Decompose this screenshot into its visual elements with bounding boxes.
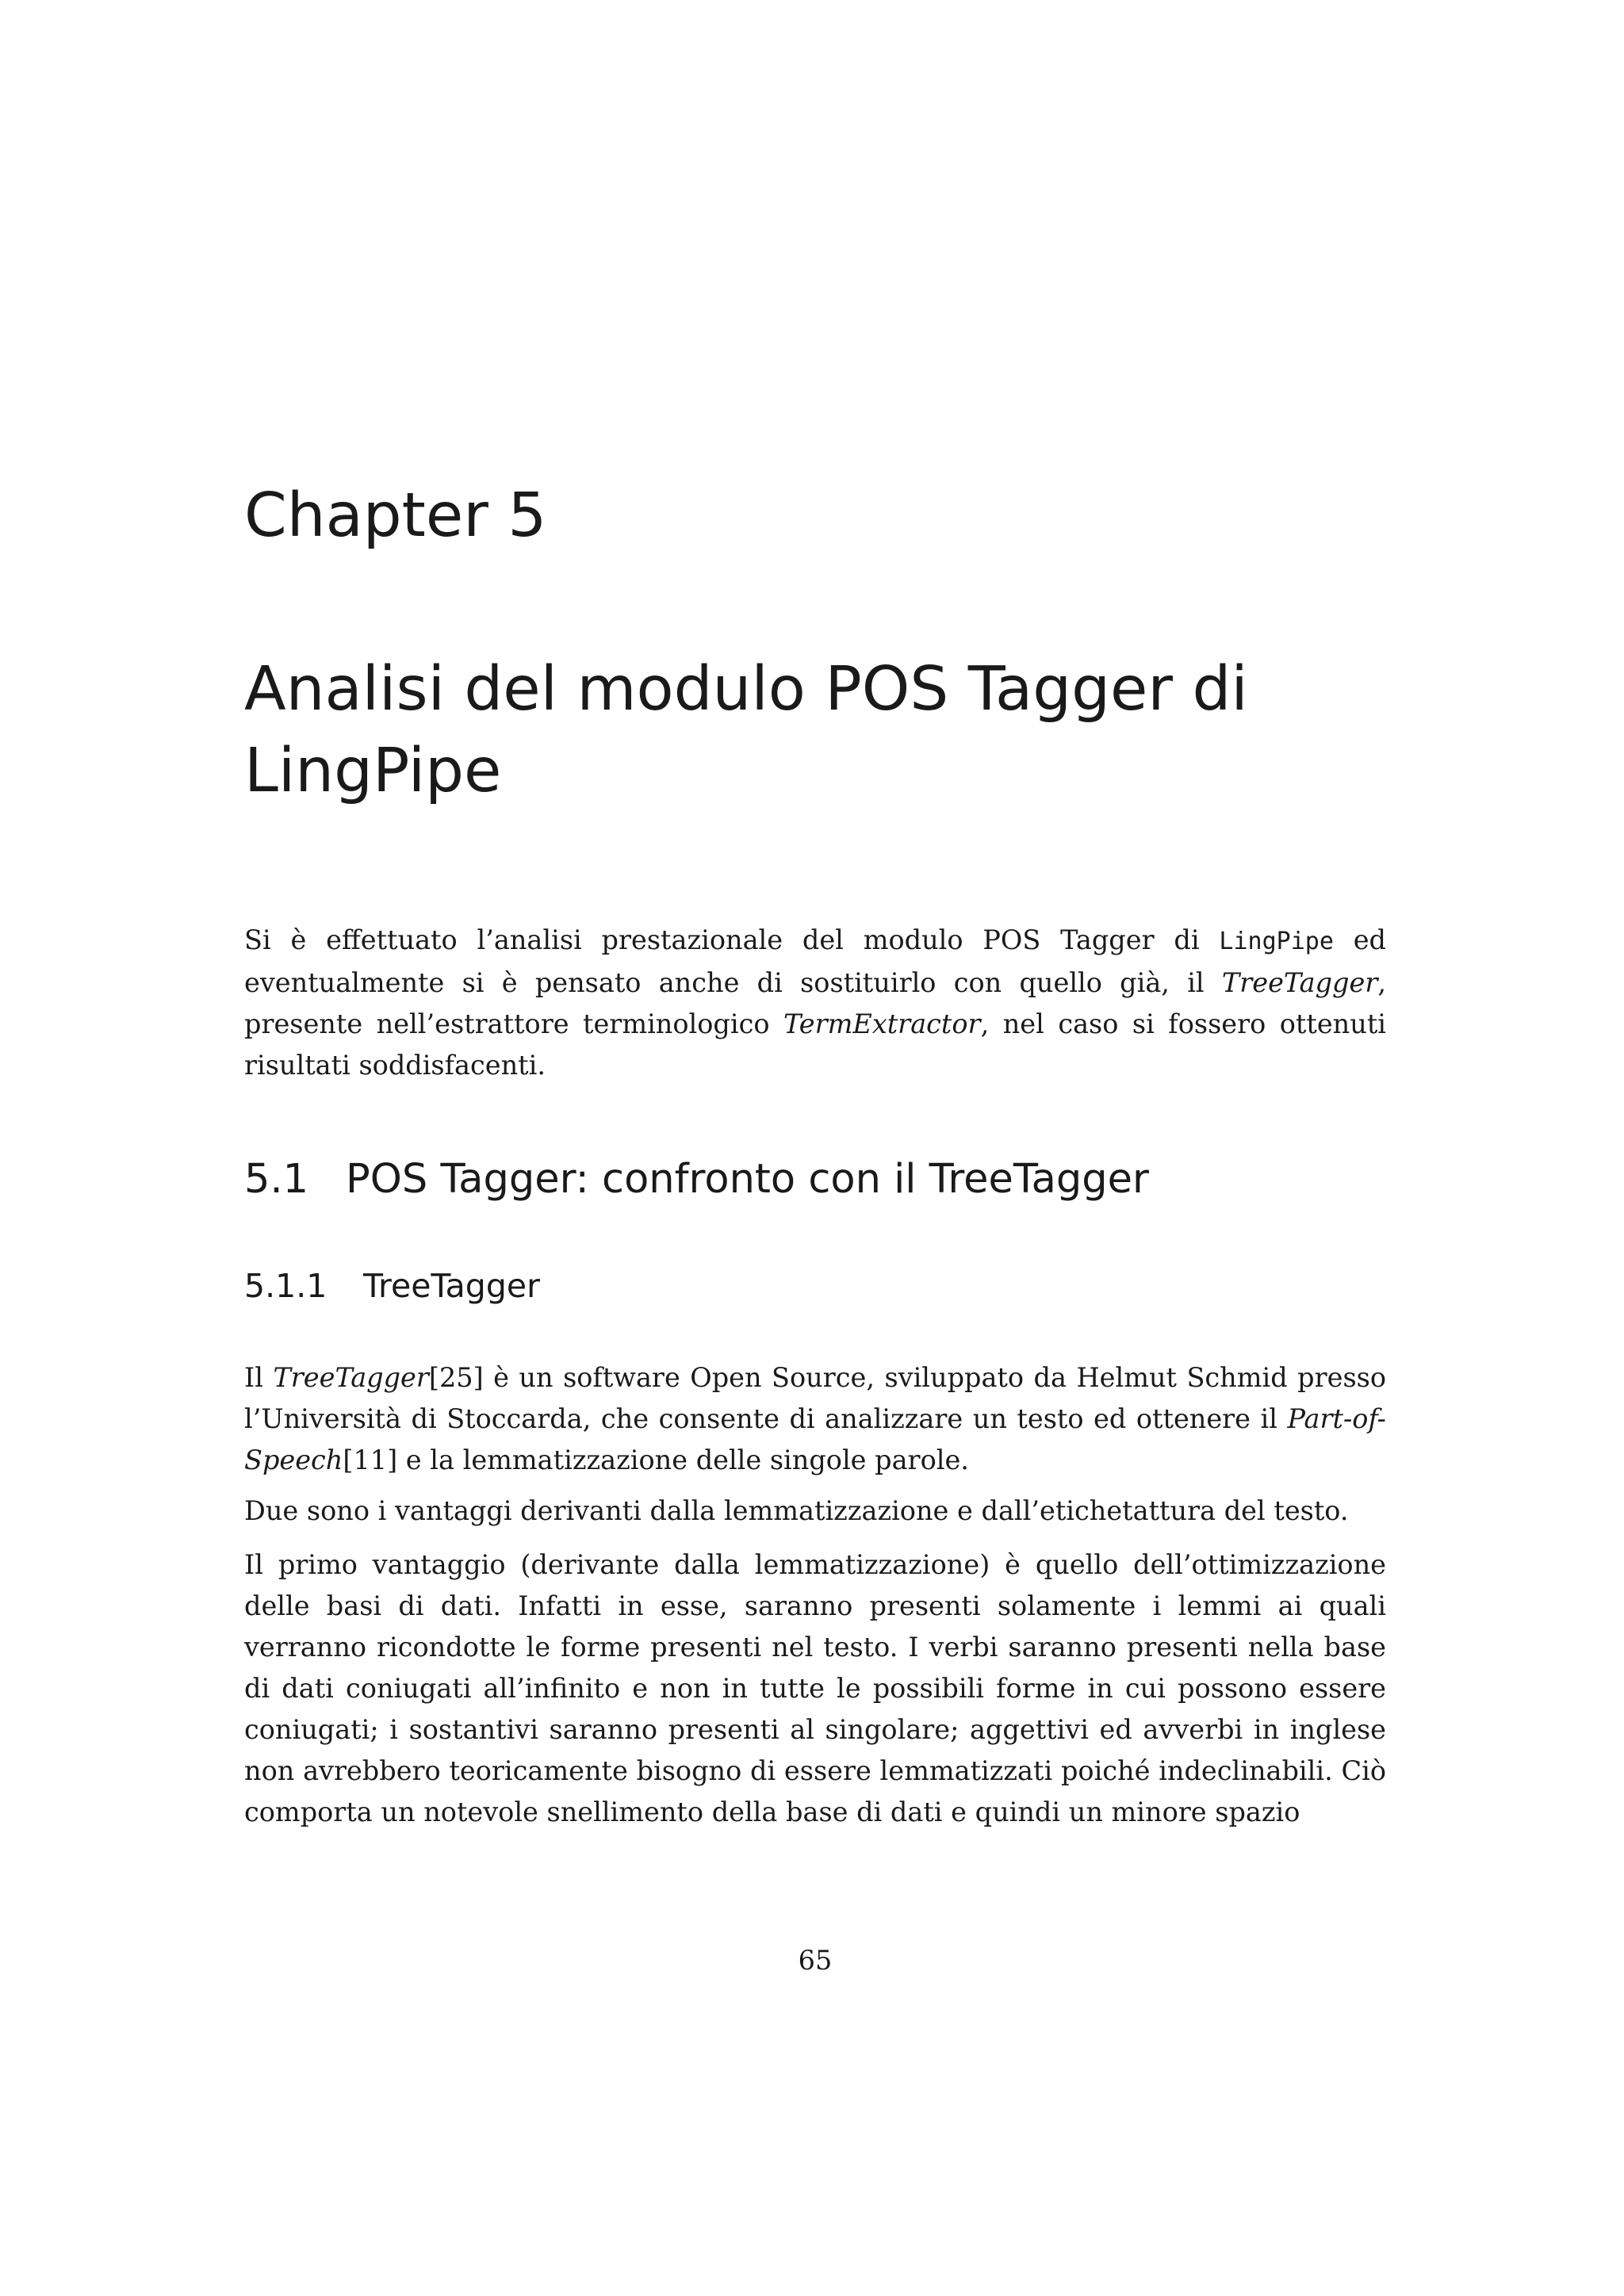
part-of-speech-emphasis: Part-of-Speech [244, 1403, 1386, 1475]
advantages-paragraph: Due sono i vantaggi derivanti dalla lemmatizzazione e dall’etichetattura del testo. [244, 1495, 1349, 1526]
lingpipe-code: LingPipe [1219, 928, 1334, 955]
subsection-number: 5.1.1 [244, 1267, 327, 1305]
section-heading [244, 1156, 1149, 1203]
termextractor-emphasis: TermExtractor [783, 1008, 981, 1039]
para1-text-3: [11] e la lemmatizzazione delle singole parole. [343, 1445, 969, 1475]
para1-text-2: [25] è un software Open Source, sviluppato da Helmut Schmid presso l’Università di Stoccarda, che consente di analizzare un testo ed ottenere il [244, 1362, 1386, 1434]
subsection-heading [244, 1267, 540, 1305]
treetagger-emphasis-2: TreeTagger [273, 1362, 429, 1393]
chapter-label: Chapter 5 [244, 480, 547, 551]
treetagger-emphasis: TreeTagger [1221, 967, 1378, 998]
intro-text-3: , presente nell’estrattore terminologico [244, 967, 1386, 1039]
page-number: 65 [798, 1945, 833, 1976]
page [244, 0, 1386, 2296]
first-advantage-paragraph: Il primo vantaggio (derivante dalla lemmatizzazione) è quello dell’ottimizzazione delle basi di dati. Infatti in esse, saranno presenti solamente i lemmi ai quali verranno ricondotte le forme presenti nel testo. I verbi saranno presenti nella base di dati coniugati all’infinito e non in tutte le possibili forme in cui possono essere coniugati; i sostantivi saranno presenti al singolare; aggettivi ed avverbi in inglese non avrebbero teoricamente bisogno di essere lemmatizzati poiché indeclinabili. Ciò comporta un notevole snellimento della base di dati e quindi un minore spazio [244, 1549, 1386, 1827]
section-title: POS Tagger: confronto con il TreeTagger [346, 1156, 1149, 1203]
intro-paragraph [244, 920, 1386, 1086]
intro-text-2: ed eventualmente si è pensato anche di sostituirlo con quello già, il [244, 924, 1386, 998]
treetagger-paragraph [244, 1357, 1386, 1481]
subsection-title: TreeTagger [363, 1267, 540, 1305]
section-number: 5.1 [244, 1156, 309, 1203]
para1-text-1: Il [244, 1362, 274, 1393]
chapter-title: Analisi del modulo POS Tagger di LingPipe [244, 654, 1248, 806]
intro-text-1: Si è effettuato l’analisi prestazionale del modulo POS Tagger di [244, 924, 1220, 955]
intro-text-4: , nel caso si fossero ottenuti risultati soddisfacenti. [244, 1008, 1386, 1081]
